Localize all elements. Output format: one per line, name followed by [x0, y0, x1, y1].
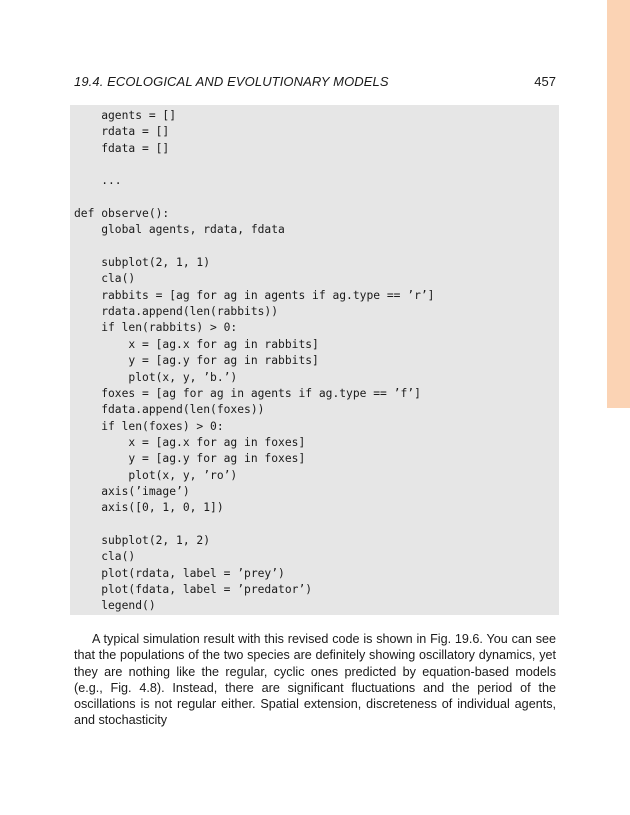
code-line [74, 239, 434, 255]
code-line: plot(x, y, ’ro’) [74, 468, 238, 482]
code-line: if len(rabbits) > 0: [74, 321, 238, 335]
code-line: axis(’image’) [74, 484, 190, 498]
code-line: plot(x, y, ’b.’) [74, 370, 238, 384]
code-line: global agents, rdata, fdata [74, 223, 285, 237]
code-line: fdata = [] [74, 141, 170, 155]
running-header [74, 73, 556, 91]
code-line: subplot(2, 1, 2) [74, 533, 211, 547]
code-line: rabbits = [ag for ag in agents if ag.type == ’r’] [74, 288, 435, 302]
code-line [74, 190, 434, 206]
code-listing [70, 105, 559, 615]
code-line: rdata = [] [74, 125, 170, 139]
code-line: plot(rdata, label = ’prey’) [74, 566, 285, 580]
code-line: ... [74, 174, 122, 188]
code-line: plot(fdata, label = ’predator’) [74, 582, 313, 596]
code-line [74, 157, 434, 173]
page-number: 457 [534, 74, 556, 89]
code-line: x = [ag.x for ag in rabbits] [74, 337, 319, 351]
code-line: if len(foxes) > 0: [74, 419, 224, 433]
code-line: agents = [] [74, 109, 177, 122]
code-line [74, 517, 434, 533]
code-line: fdata.append(len(foxes)) [74, 403, 265, 417]
paragraph-text: A typical simulation result with this revised code is shown in Fig. 19.6. You can see that the populations of the two species are definitely showing oscillatory dynamics, yet they are nothing like the regular, cyclic ones predicted by equation-based models (e.g., Fig. 4.8). Instead, there are significant fluctuations and the period of the oscillations is not regular either. Spatial extension, discreteness of individual agents, and stochasticity [74, 632, 556, 728]
code-line: def observe(): [74, 207, 170, 221]
code-line: y = [ag.y for ag in foxes] [74, 452, 306, 466]
chapter-title: 19.4. ECOLOGICAL AND EVOLUTIONARY MODELS [74, 74, 389, 89]
body-paragraph [74, 631, 556, 729]
code-line: cla() [74, 550, 136, 564]
code-text [74, 108, 434, 615]
code-line: subplot(2, 1, 1) [74, 256, 211, 270]
code-line: y = [ag.y for ag in rabbits] [74, 354, 319, 368]
code-line: legend() [74, 599, 156, 613]
chapter-side-tab [607, 0, 630, 408]
code-line: rdata.append(len(rabbits)) [74, 305, 279, 319]
code-line: axis([0, 1, 0, 1]) [74, 501, 224, 515]
code-line: x = [ag.x for ag in foxes] [74, 435, 306, 449]
code-line: cla() [74, 272, 136, 286]
code-line: foxes = [ag for ag in agents if ag.type == ’f’] [74, 386, 421, 400]
